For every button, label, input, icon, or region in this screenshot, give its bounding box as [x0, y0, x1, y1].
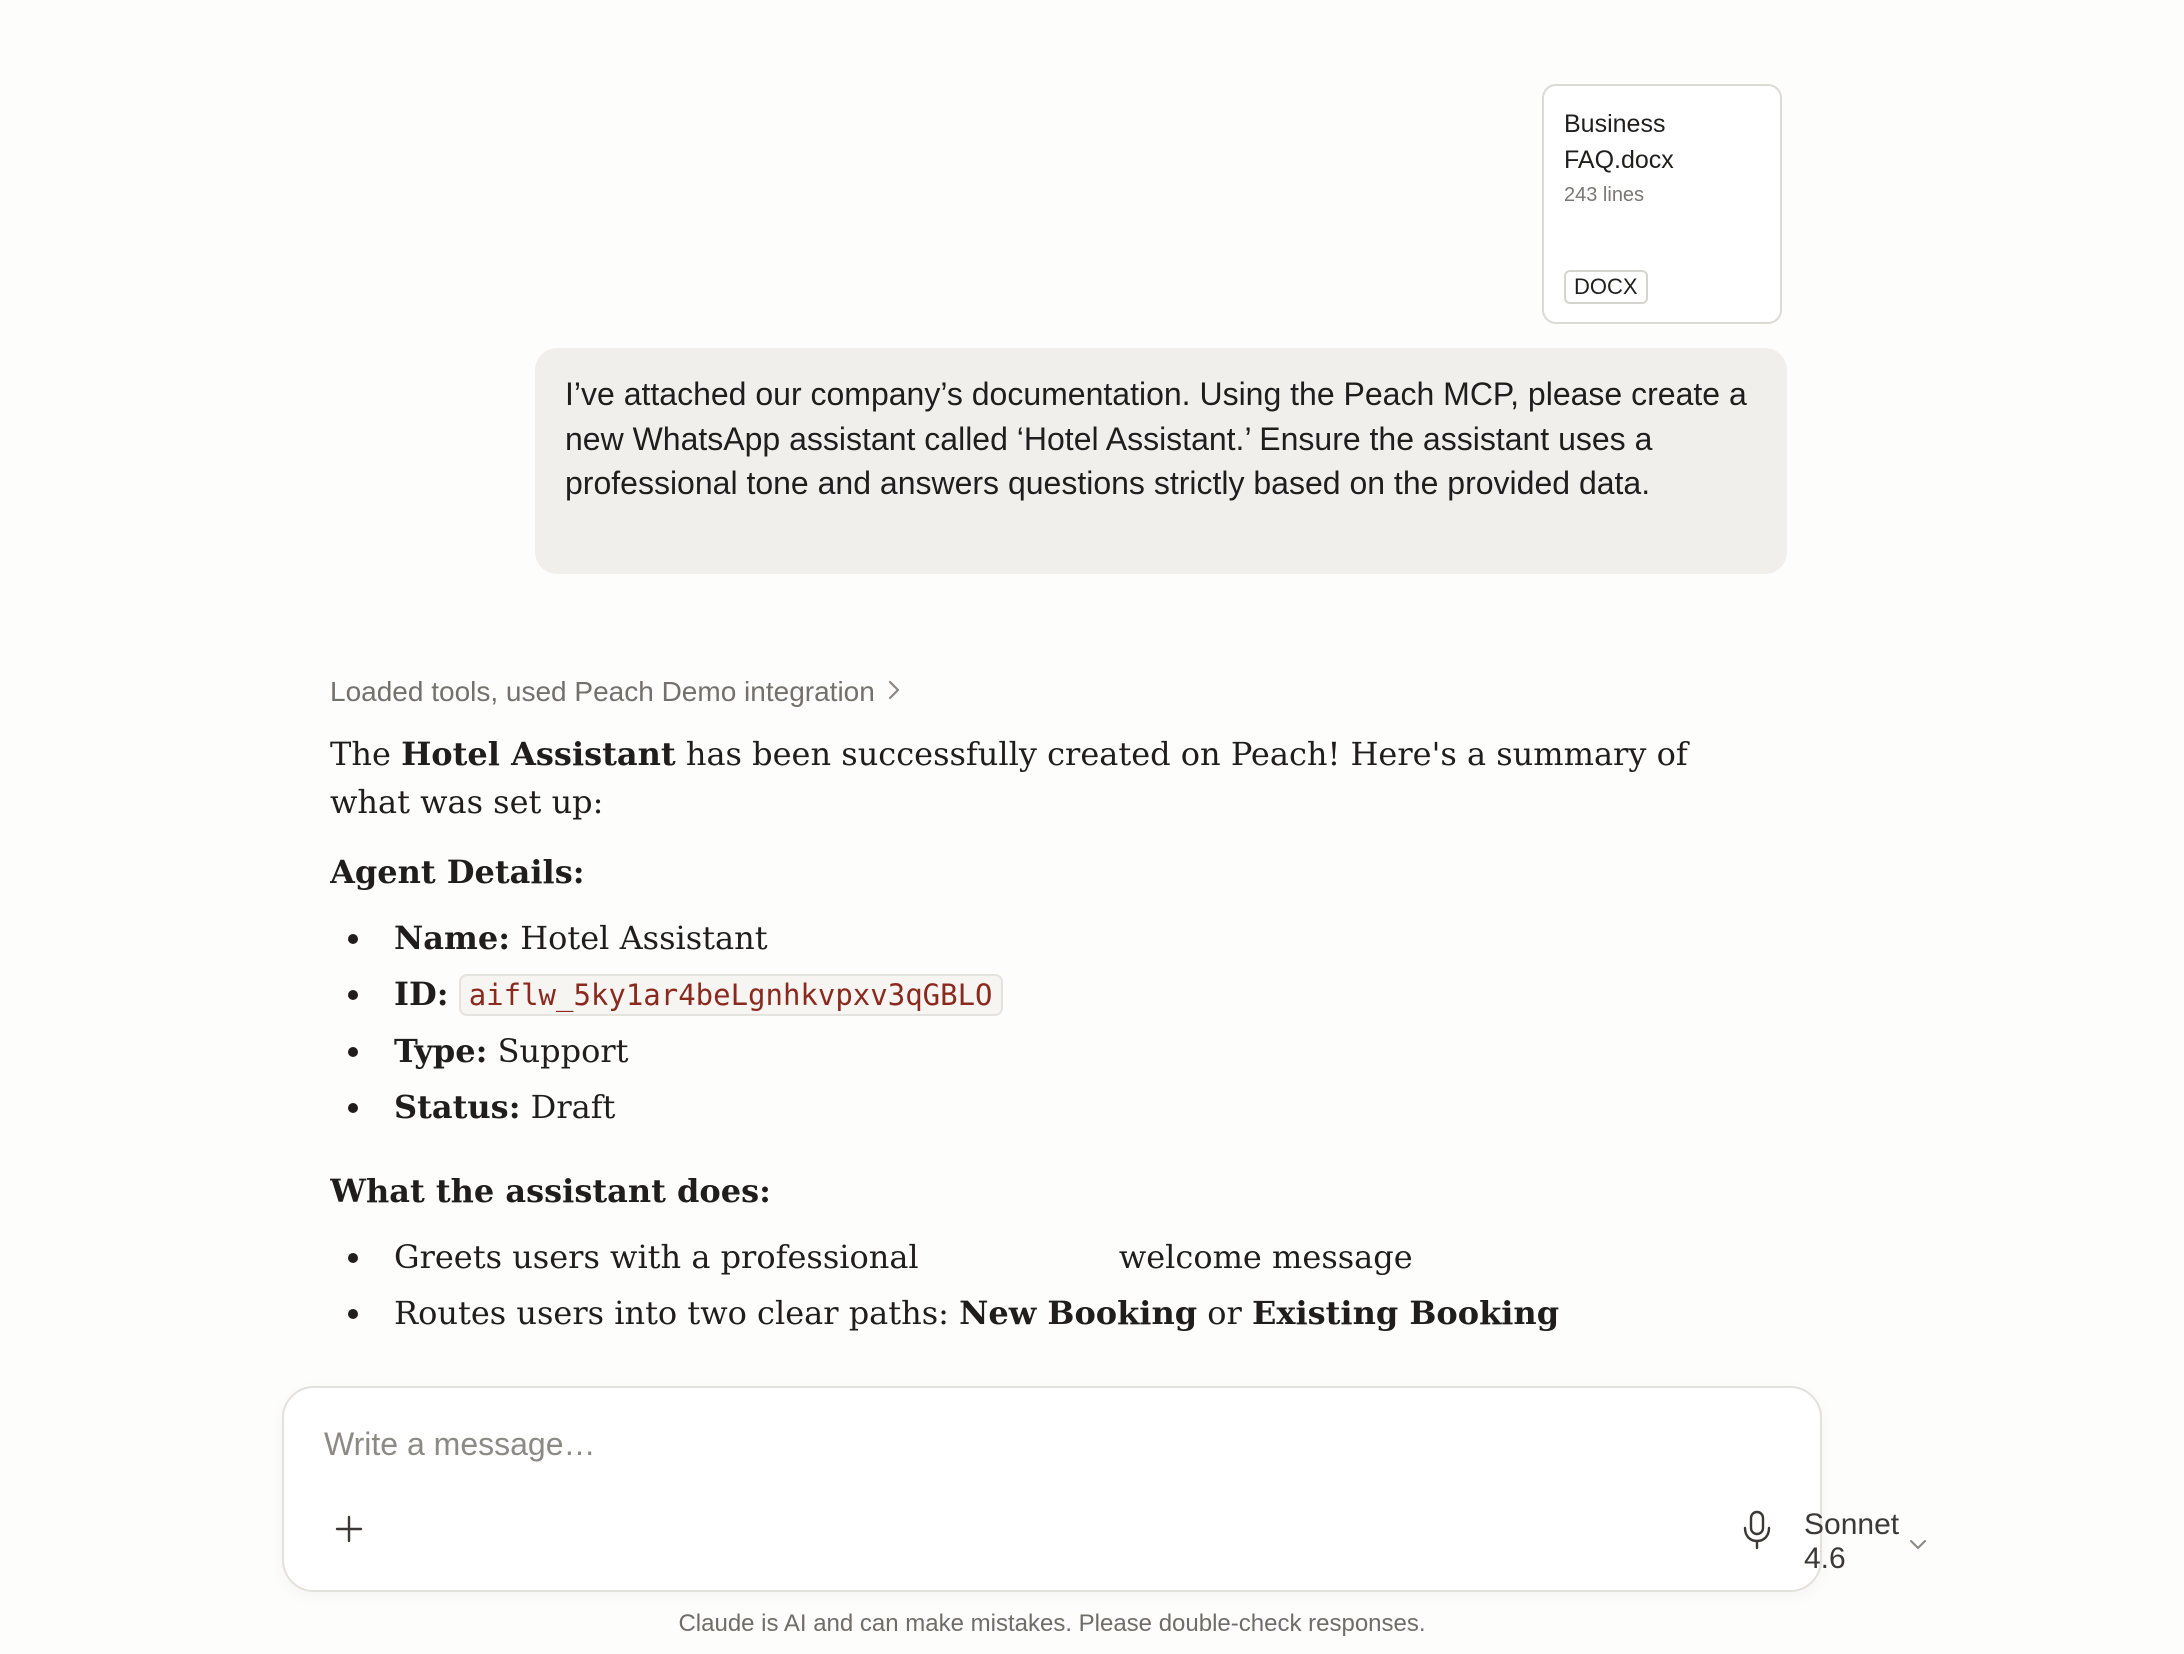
chevron-down-icon [1909, 1525, 1927, 1559]
disclaimer-text: Claude is AI and can make mistakes. Please double-check responses. [678, 1610, 1426, 1637]
message-composer [282, 1386, 1900, 1592]
attachment-line-count: 243 lines [1564, 184, 1645, 206]
intro-assistant-name: Hotel Assistant [401, 735, 676, 773]
list-item: Greets users with a professional welcome message [330, 1229, 1730, 1285]
tools-summary-toggle[interactable] [330, 676, 901, 708]
tools-summary-text: Loaded tools, used Peach Demo integration [330, 676, 875, 707]
list-item: Status: Draft [330, 1079, 1730, 1135]
list-item: Routes users into two clear paths: New Booking or Existing Booking [330, 1285, 1730, 1341]
list-item: Name: Hotel Assistant [330, 910, 1730, 966]
plus-icon [334, 1514, 364, 1549]
agent-details-heading: Agent Details: [330, 853, 585, 891]
attachment-name: Business FAQ.docx [1564, 110, 1674, 174]
model-name: Sonnet 4.6 [1804, 1508, 1900, 1575]
attachment-card[interactable] [1542, 84, 1782, 324]
user-message-bubble: I’ve attached our company’s documentation. Using the Peach MCP, please create a new WhatsApp assistant called ‘Hotel Assistant.’ Ensure the assistant uses a professional tone and answers questions strictly based on the provided data. [535, 348, 1787, 574]
model-selector[interactable] [1804, 1508, 1927, 1576]
voice-input-button[interactable] [1732, 1504, 1782, 1560]
list-item: Type: Support [330, 1023, 1730, 1079]
assistant-response [330, 730, 1730, 1386]
list-item: ID: aiflw_5ky1ar4beLgnhkvpxv3qGBLO [330, 966, 1730, 1023]
assistant-does-heading: What the assistant does: [330, 1172, 771, 1210]
attachment-type-badge: DOCX [1564, 270, 1648, 304]
message-input[interactable] [324, 1426, 1724, 1463]
add-attachment-button[interactable] [324, 1506, 374, 1556]
assistant-does-list [330, 1229, 1730, 1341]
agent-details-list [330, 910, 1730, 1135]
response-intro: The Hotel Assistant has been successfully created on Peach! Here's a summary of what was set up: [330, 735, 1688, 821]
microphone-icon [1742, 1510, 1772, 1555]
chevron-right-icon [887, 677, 901, 708]
agent-id-code: aiflw_5ky1ar4beLgnhkvpxv3qGBLO [459, 974, 1003, 1016]
